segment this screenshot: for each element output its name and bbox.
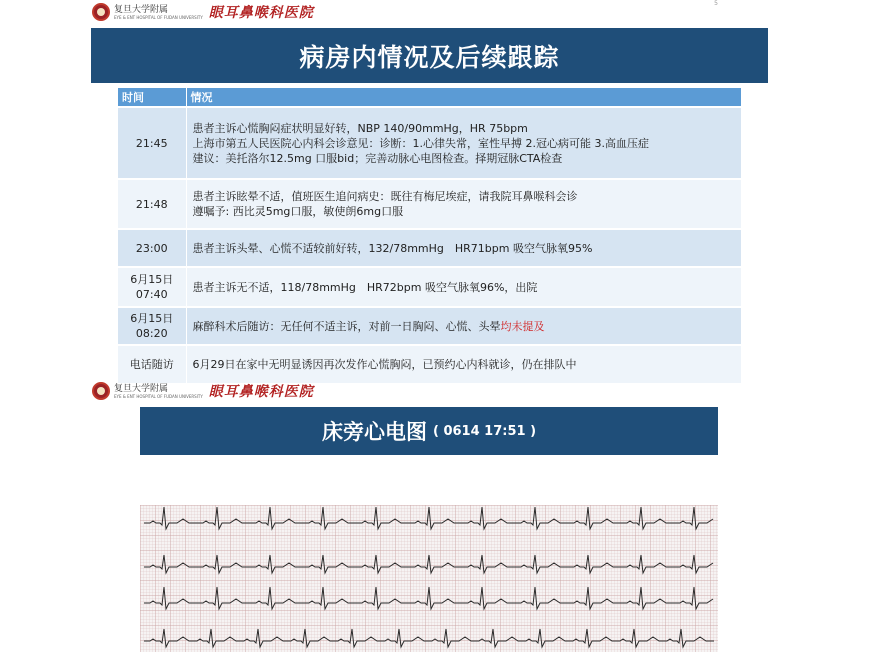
table-row [118, 267, 742, 307]
situation-cell: 患者主诉眩晕不适，值班医生追问病史：既往有梅尼埃症，请我院耳鼻喉科会诊 遵嘱予: 西比灵5mg口服，敏使朗6mg口服 [186, 179, 742, 229]
situation-cell: 患者主诉心慌胸闷症状明显好转，NBP 140/90mmHg，HR 75bpm 上海市第五人民医院心内科会诊意见：诊断：1.心律失常，室性早搏 2.冠心病可能 3.高血压症 建议：美托洛尔12.5mg 口服bid；完善动脉心电图检查。择期冠脉CTA检查 [186, 107, 742, 179]
table-row [118, 345, 742, 383]
logo-university-en: EYE & ENT HOSPITAL OF FUDAN UNIVERSITY [114, 393, 203, 399]
ecg-time: ( 0614 17:51 ) [432, 423, 537, 439]
situation-cell: 患者主诉头晕、心慌不适较前好转，132/78mmHg HR71bpm 吸空气脉氧95% [186, 229, 742, 267]
ecg-waveforms [140, 505, 718, 652]
highlight-text: 均未提及 [500, 319, 545, 333]
column-header-situation: 情况 [186, 88, 742, 107]
events-table [118, 88, 742, 383]
hospital-logo [92, 380, 314, 402]
logo-university: 复旦大学附属 [114, 383, 169, 394]
situation-cell: 患者主诉无不适，118/78mmHg HR72bpm 吸空气脉氧96%，出院 [186, 267, 742, 307]
ecg-title-bar [140, 407, 718, 455]
logo-university: 复旦大学附属 [114, 4, 169, 15]
logo-hospital-name: 眼耳鼻喉科医院 [208, 5, 314, 21]
column-header-time: 时间 [118, 88, 186, 107]
table-header-row [118, 88, 742, 107]
situation-cell: 6月29日在家中无明显诱因再次发作心慌胸闷，已预约心内科就诊，仍在排队中 [186, 345, 742, 383]
ecg-lead-trace [144, 629, 714, 647]
ecg-title: 床旁心电图 [321, 420, 427, 444]
slide-title: 病房内情况及后续跟踪 [299, 42, 560, 72]
time-cell: 6月15日 07:40 [118, 267, 186, 307]
ecg-lead-trace [144, 555, 713, 573]
ecg-strip-image [140, 505, 718, 652]
time-cell: 21:45 [118, 107, 186, 179]
table-row [118, 307, 742, 345]
situation-cell: 麻醉科术后随访：无任何不适主诉，对前一日胸闷、心慌、头晕均未提及 [186, 307, 742, 345]
time-cell: 21:48 [118, 179, 186, 229]
logo-university-en: EYE & ENT HOSPITAL OF FUDAN UNIVERSITY [114, 14, 203, 20]
table-row [118, 107, 742, 179]
logo-hospital-name: 眼耳鼻喉科医院 [208, 384, 314, 400]
hospital-seal-icon [92, 382, 110, 400]
time-cell: 6月15日 08:20 [118, 307, 186, 345]
ecg-lead-trace [144, 507, 713, 529]
table-row [118, 179, 742, 229]
ecg-lead-trace [144, 587, 713, 609]
page-number: 5 [714, 0, 718, 7]
hospital-logo [92, 1, 314, 23]
table-row [118, 229, 742, 267]
time-cell: 电话随访 [118, 345, 186, 383]
time-cell: 23:00 [118, 229, 186, 267]
hospital-seal-icon [92, 3, 110, 21]
slide-title-bar [91, 28, 768, 83]
